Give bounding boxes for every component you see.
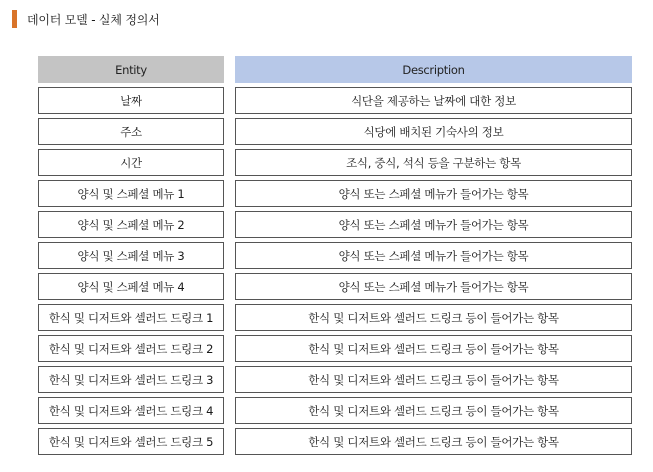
- description-cell: 양식 또는 스페셜 메뉴가 들어가는 항목: [235, 211, 632, 238]
- entity-cell: 양식 및 스페셜 메뉴 3: [38, 242, 224, 269]
- description-cell: 식단을 제공하는 날짜에 대한 정보: [235, 87, 632, 114]
- table-row: [38, 397, 632, 424]
- entity-cell: 시간: [38, 149, 224, 176]
- description-cell: 한식 및 디저트와 셀러드 드링크 등이 들어가는 항목: [235, 304, 632, 331]
- column-header-entity: Entity: [38, 56, 224, 83]
- description-cell: 한식 및 디저트와 셀러드 드링크 등이 들어가는 항목: [235, 335, 632, 362]
- description-cell: 식당에 배치된 기숙사의 정보: [235, 118, 632, 145]
- description-cell: 한식 및 디저트와 셀러드 드링크 등이 들어가는 항목: [235, 397, 632, 424]
- table-row: [38, 118, 632, 145]
- table-header-row: [38, 56, 632, 83]
- column-header-description: Description: [235, 56, 632, 83]
- table-row: [38, 242, 632, 269]
- entity-cell: 한식 및 디저트와 셀러드 드링크 5: [38, 428, 224, 455]
- table-row: [38, 335, 632, 362]
- table-row: [38, 211, 632, 238]
- page-header: [12, 10, 160, 28]
- page-title: 데이터 모델 - 실체 정의서: [27, 12, 160, 27]
- entity-cell: 날짜: [38, 87, 224, 114]
- table-row: [38, 366, 632, 393]
- table-row: [38, 273, 632, 300]
- description-cell: 조식, 중식, 석식 등을 구분하는 항목: [235, 149, 632, 176]
- description-cell: 한식 및 디저트와 셀러드 드링크 등이 들어가는 항목: [235, 366, 632, 393]
- table-row: [38, 180, 632, 207]
- entity-definition-table: [38, 56, 632, 459]
- table-row: [38, 304, 632, 331]
- table-row: [38, 428, 632, 455]
- description-cell: 양식 또는 스페셜 메뉴가 들어가는 항목: [235, 242, 632, 269]
- table-row: [38, 149, 632, 176]
- description-cell: 양식 또는 스페셜 메뉴가 들어가는 항목: [235, 273, 632, 300]
- table-row: [38, 87, 632, 114]
- entity-cell: 양식 및 스페셜 메뉴 4: [38, 273, 224, 300]
- entity-cell: 한식 및 디저트와 셀러드 드링크 4: [38, 397, 224, 424]
- title-accent-bar: [12, 10, 17, 28]
- entity-cell: 주소: [38, 118, 224, 145]
- entity-cell: 한식 및 디저트와 셀러드 드링크 1: [38, 304, 224, 331]
- description-cell: 한식 및 디저트와 셀러드 드링크 등이 들어가는 항목: [235, 428, 632, 455]
- description-cell: 양식 또는 스페셜 메뉴가 들어가는 항목: [235, 180, 632, 207]
- entity-cell: 양식 및 스페셜 메뉴 1: [38, 180, 224, 207]
- entity-cell: 한식 및 디저트와 셀러드 드링크 2: [38, 335, 224, 362]
- entity-cell: 한식 및 디저트와 셀러드 드링크 3: [38, 366, 224, 393]
- entity-cell: 양식 및 스페셜 메뉴 2: [38, 211, 224, 238]
